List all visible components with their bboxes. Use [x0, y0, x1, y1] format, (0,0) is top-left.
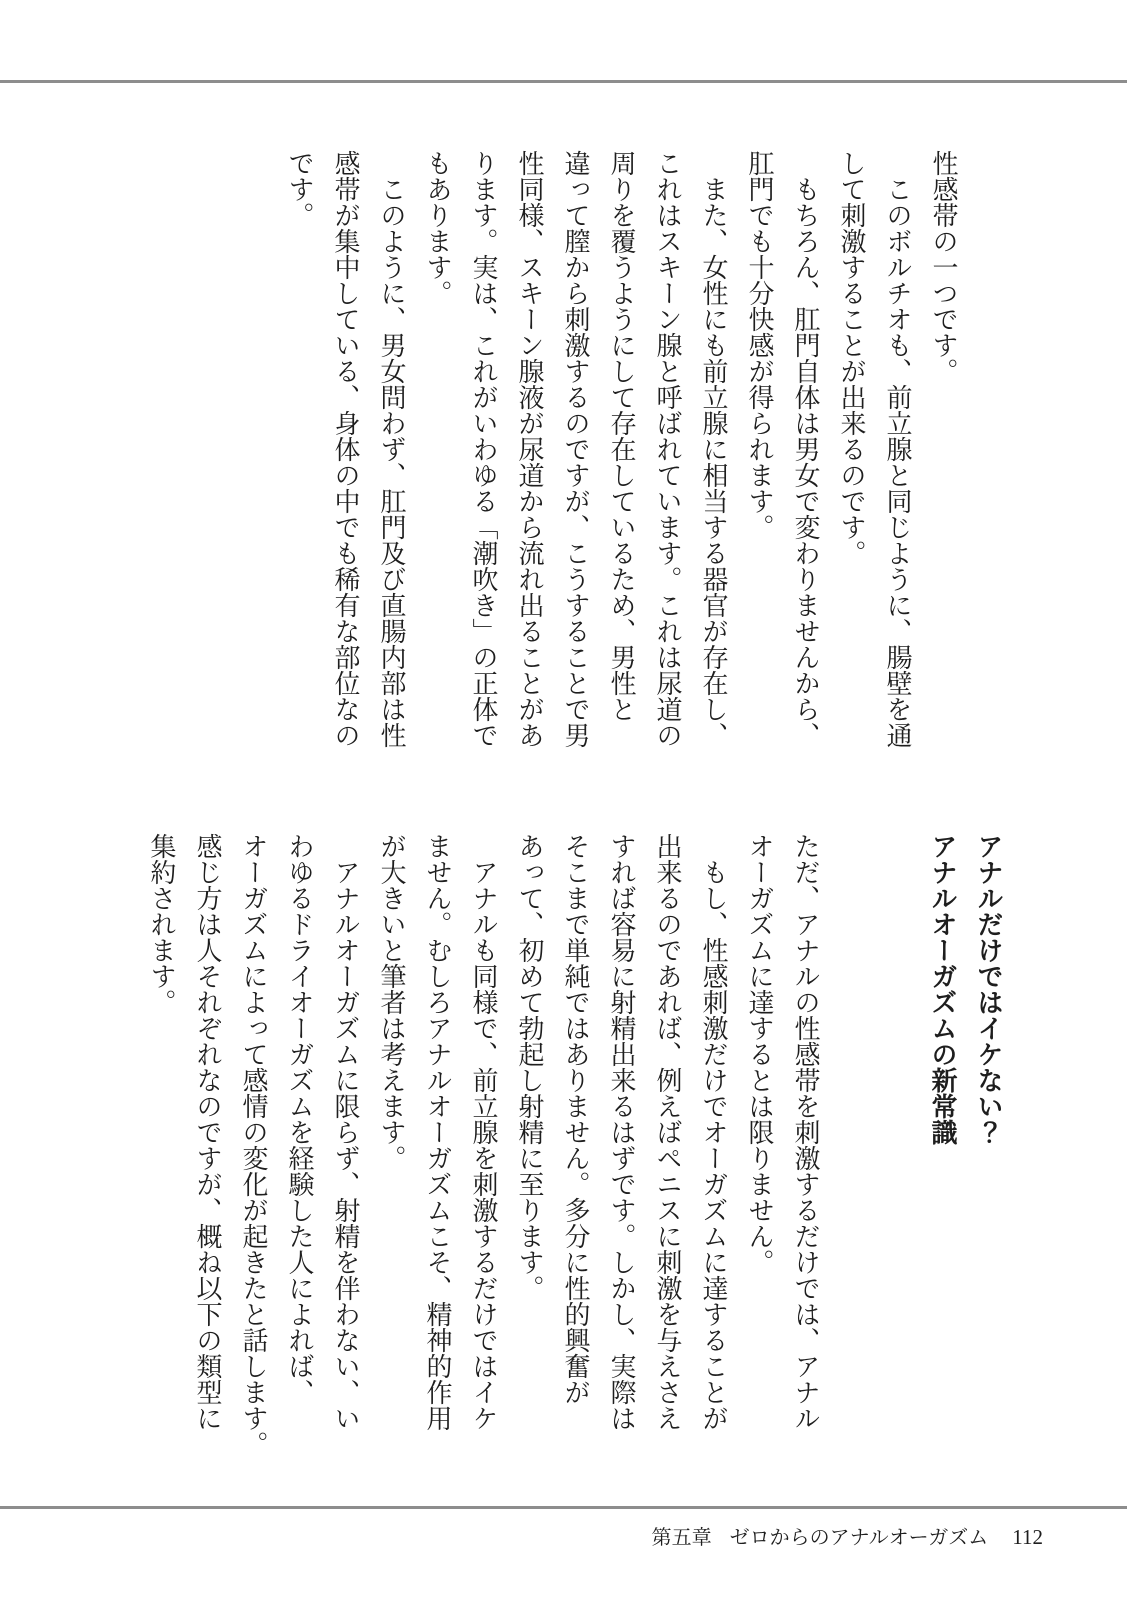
text-column: が大きいと筆者は考えます。: [377, 833, 406, 1171]
bottom-rule: [0, 1506, 1127, 1509]
text-column: 感じ方は人それぞれなのですが、概ね以下の類型に: [193, 833, 222, 1431]
text-column: すれば容易に射精出来るはずです。しかし、実際は: [607, 833, 636, 1431]
bottom-text-section: [138, 833, 1012, 1457]
footer-page-number: 112: [1012, 1525, 1043, 1549]
heading-line: アナルだけではイケない？: [974, 833, 1004, 1145]
text-column: わゆるドライオーガズムを経験した人によれば、: [285, 833, 314, 1405]
text-column: 周りを覆うようにして存在しているため、男性と: [607, 150, 636, 722]
text-column: ません。むしろアナルオーガズムこそ、精神的作用: [423, 833, 452, 1431]
text-column: もちろん、肛門自体は男女で変わりませんから、: [791, 176, 820, 748]
footer-chapter: 第五章: [651, 1527, 712, 1549]
section-heading: [920, 833, 1012, 1435]
text-column: アナルオーガズムに限らず、射精を伴わない、い: [331, 859, 360, 1431]
text-column: オーガズムに達するとは限りません。: [745, 833, 774, 1275]
text-column: 性感帯の一つです。: [929, 150, 958, 384]
text-column: です。: [285, 150, 314, 228]
text-column: アナルも同様で、前立腺を刺激するだけではイケ: [469, 859, 498, 1431]
text-column: 出来るのであれば、例えばペニスに刺激を与えさえ: [653, 833, 682, 1431]
text-column: 感帯が集中している、身体の中でも稀有な部位なの: [331, 150, 360, 748]
heading-line: アナルオーガズムの新常識: [928, 833, 958, 1145]
text-column: 集約されます。: [147, 833, 176, 1015]
top-text-section: [276, 150, 966, 752]
text-column: また、女性にも前立腺に相当する器官が存在し、: [699, 176, 728, 748]
page-footer: [652, 1521, 1043, 1550]
text-column: オーガズムによって感情の変化が起きたと話します。: [239, 833, 268, 1457]
text-column: このように、男女問わず、肛門及び直腸内部は性: [377, 176, 406, 748]
text-column: して刺激することが出来るのです。: [837, 150, 866, 566]
text-column: 性同様、スキーン腺液が尿道から流れ出ることがあ: [515, 150, 544, 748]
text-column: もあります。: [423, 150, 452, 306]
text-column: このボルチオも、前立腺と同じように、腸壁を通: [883, 176, 912, 748]
text-column: あって、初めて勃起し射精に至ります。: [515, 833, 544, 1301]
text-column: これはスキーン腺と呼ばれています。これは尿道の: [653, 150, 682, 748]
top-rule: [0, 80, 1127, 83]
text-column: ります。実は、これがいわゆる「潮吹き」の正体で: [469, 150, 498, 748]
text-column: もし、性感刺激だけでオーガズムに達することが: [699, 859, 728, 1431]
text-column: 肛門でも十分快感が得られます。: [745, 150, 774, 540]
text-column: 違って膣から刺激するのですが、こうすることで男: [561, 150, 590, 748]
footer-title: ゼロからのアナルオーガズム: [729, 1527, 989, 1549]
text-column: そこまで単純ではありません。多分に性的興奮が: [561, 833, 590, 1405]
text-column: ただ、アナルの性感帯を刺激するだけでは、アナル: [791, 833, 820, 1431]
